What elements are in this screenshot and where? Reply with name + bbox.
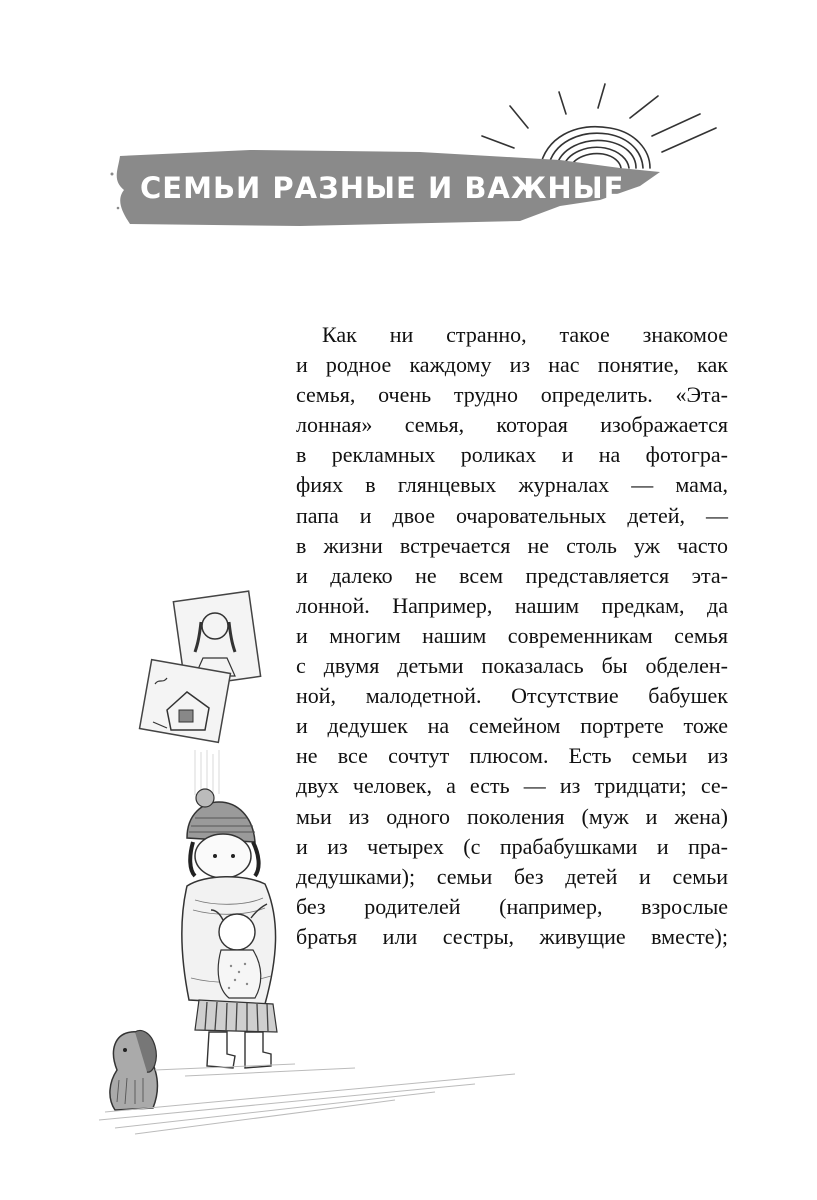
- section-title: СЕМЬИ РАЗНЫЕ И ВАЖНЫЕ: [140, 171, 625, 205]
- child-with-doll-illustration: [182, 789, 277, 1068]
- text-line: папа и двое очаровательных детей, —: [296, 502, 728, 528]
- text-line: двух человек, а есть — из тридцати; се-: [296, 773, 728, 799]
- text-line: и из четырех (с прабабушками и пра-: [296, 833, 728, 859]
- dog-illustration: [110, 1031, 157, 1110]
- header-art: [0, 0, 817, 300]
- text-line: фиях в глянцевых журналах — мама,: [296, 472, 728, 498]
- text-line: без родителей (например, взрослые: [296, 893, 728, 919]
- text-line: мьи из одного поколения (муж и жена): [296, 803, 728, 829]
- ground-shading: [99, 1064, 515, 1134]
- text-line: и дедушек на семейном портрете тоже: [296, 713, 728, 739]
- text-line: в рекламных роликах и на фотогра-: [296, 442, 728, 468]
- text-line: ной, малодетной. Отсутствие бабушек: [296, 683, 728, 709]
- text-line: и далеко не всем представляется эта-: [296, 562, 728, 588]
- text-line: дедушками); семьи без детей и семьи: [296, 863, 728, 889]
- text-line: лонная» семья, которая изображается: [296, 412, 728, 438]
- illustration: [95, 580, 535, 1140]
- sun-sketch-icon: [482, 84, 716, 168]
- text-line: в жизни встречается не столь уж часто: [296, 532, 728, 558]
- text-line: не все сочтут плюсом. Есть семьи из: [296, 743, 728, 769]
- text-line: Как ни странно, такое знакомое: [322, 322, 728, 347]
- text-line: братья или сестры, живущие вместе);: [296, 923, 728, 949]
- text-line: лонной. Например, нашим предкам, да: [296, 592, 728, 618]
- text-line: с двумя детьми показалась бы обделен-: [296, 653, 728, 679]
- text-line: семья, очень трудно определить. «Эта-: [296, 382, 728, 408]
- text-line: и многим нашим современникам семья: [296, 622, 728, 648]
- text-line: и родное каждому из нас понятие, как: [296, 352, 728, 378]
- house-drawing-icon: [140, 660, 231, 743]
